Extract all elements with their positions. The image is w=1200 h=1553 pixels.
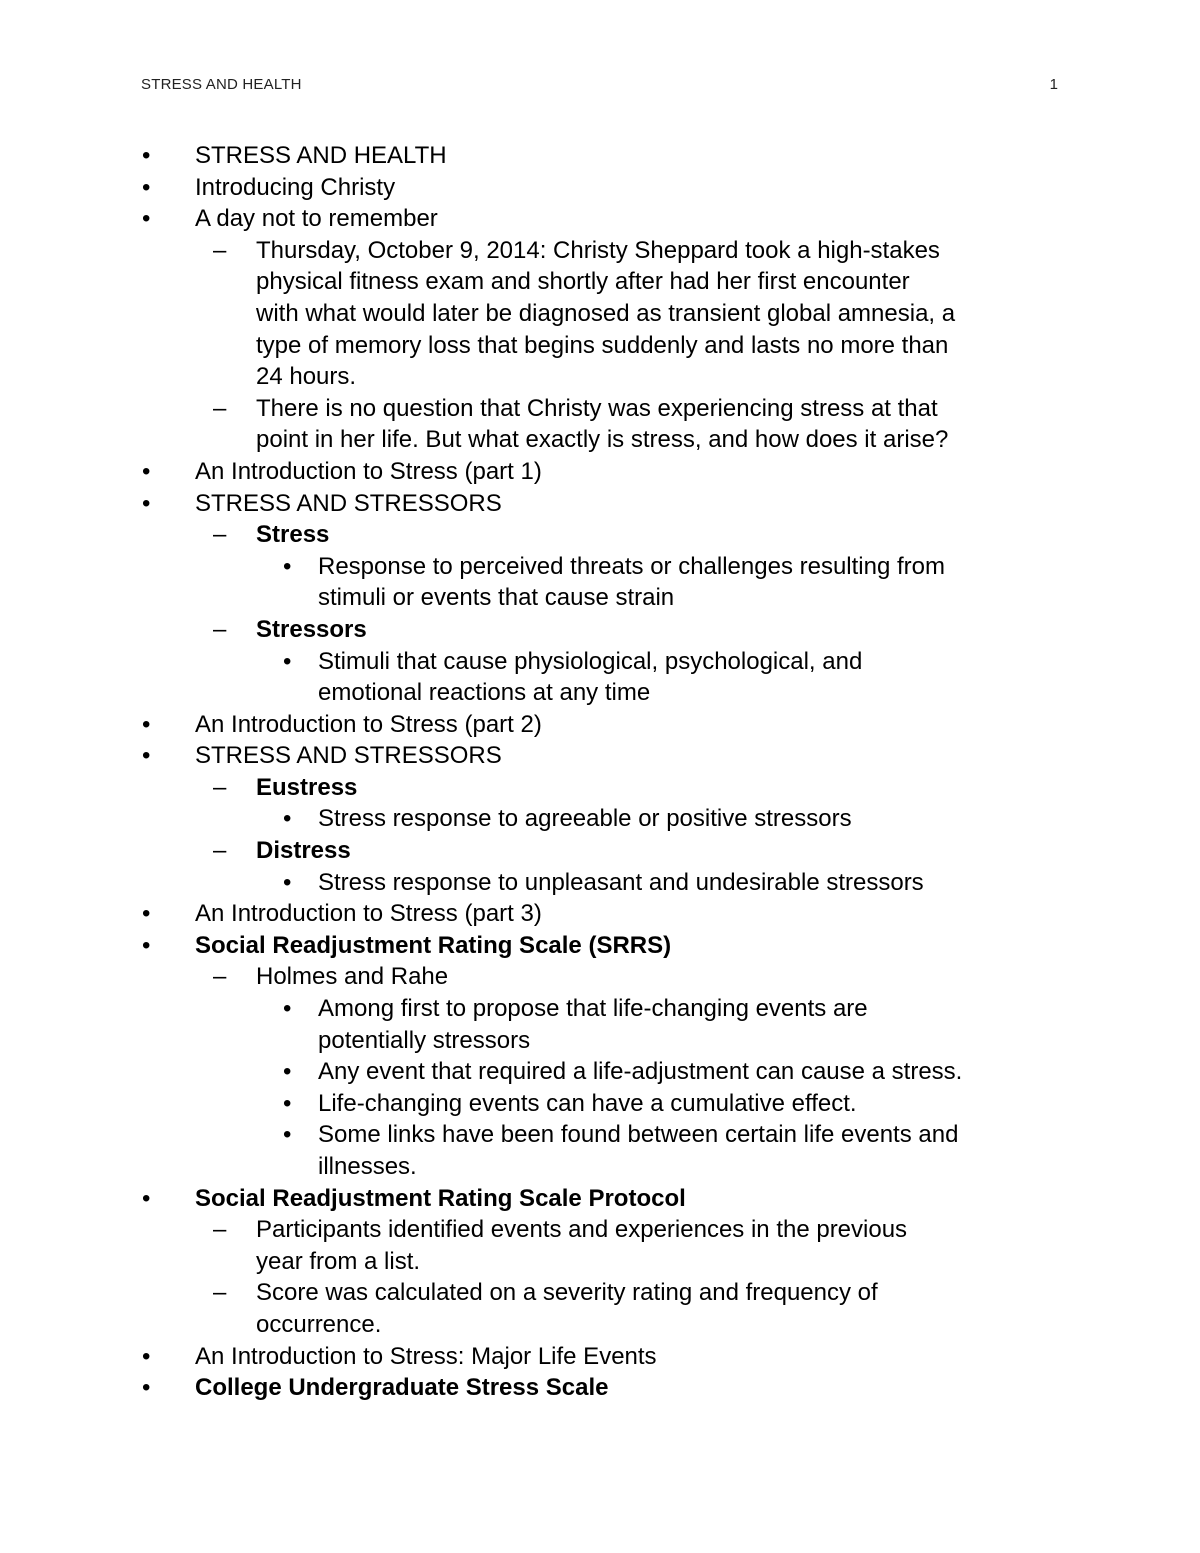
- item-text: Distress: [256, 837, 351, 865]
- running-head: [141, 76, 1060, 98]
- bullet-marker: •: [142, 1342, 151, 1370]
- item-text: Stressors: [256, 615, 367, 643]
- sub-bullet-item: [0, 582, 1200, 614]
- bullet-item: [0, 1372, 1200, 1404]
- sub-bullet-item: [0, 1119, 1200, 1151]
- item-text: An Introduction to Stress (part 1): [195, 457, 542, 485]
- item-text: College Undergraduate Stress Scale: [195, 1374, 609, 1402]
- sub-bullet-item: [0, 1025, 1200, 1057]
- item-text: Stress: [256, 521, 330, 549]
- bullet-marker: •: [142, 173, 151, 201]
- dash-marker: –: [213, 394, 227, 422]
- dash-item: [0, 361, 1200, 393]
- bullet-item: [0, 740, 1200, 772]
- item-text: Stimuli that cause physiological, psychological, and: [318, 647, 863, 675]
- bullet-marker: •: [142, 142, 151, 169]
- dash-marker: –: [213, 521, 227, 549]
- bullet-marker: •: [142, 489, 151, 517]
- bullet-marker: •: [283, 805, 292, 833]
- item-text: Thursday, October 9, 2014: Christy Sheppard took a high-stakes: [256, 236, 940, 264]
- bullet-marker: •: [283, 647, 292, 675]
- bullet-item: [0, 930, 1200, 962]
- item-text: Social Readjustment Rating Scale Protocol: [195, 1184, 686, 1212]
- dash-marker: –: [213, 1216, 227, 1244]
- item-text: 24 hours.: [256, 363, 357, 391]
- page-number: 1: [1049, 76, 1058, 93]
- item-text: An Introduction to Stress (part 3): [195, 900, 542, 928]
- item-text: Any event that required a life-adjustment can cause a stress.: [318, 1058, 963, 1086]
- item-text: Holmes and Rahe: [256, 963, 449, 991]
- item-text: Stress response to unpleasant and undesirable stressors: [318, 868, 924, 896]
- dash-item: [0, 424, 1200, 456]
- bullet-item: [0, 456, 1200, 488]
- sub-bullet-item: [0, 803, 1200, 835]
- dash-item: [0, 772, 1200, 804]
- dash-item: [0, 1214, 1200, 1246]
- dash-item: [0, 330, 1200, 362]
- bullet-item: [0, 709, 1200, 741]
- bullet-marker: •: [142, 742, 151, 770]
- item-text: occurrence.: [256, 1310, 382, 1338]
- item-text: year from a list.: [256, 1247, 421, 1275]
- bullet-item: [0, 172, 1200, 204]
- item-text: potentially stressors: [318, 1026, 531, 1054]
- bullet-marker: •: [142, 931, 151, 959]
- outline-list: [0, 140, 1200, 1404]
- item-text: point in her life. But what exactly is stress, and how does it arise?: [256, 426, 949, 454]
- item-text: STRESS AND HEALTH: [195, 142, 447, 169]
- bullet-marker: •: [283, 1058, 292, 1086]
- dash-item: [0, 393, 1200, 425]
- item-text: An Introduction to Stress: Major Life Events: [195, 1342, 657, 1370]
- bullet-marker: •: [142, 710, 151, 738]
- sub-bullet-item: [0, 1088, 1200, 1120]
- item-text: Participants identified events and experiences in the previous: [256, 1216, 908, 1244]
- dash-marker: –: [213, 773, 227, 801]
- sub-bullet-item: [0, 551, 1200, 583]
- bullet-marker: •: [142, 457, 151, 485]
- bullet-item: [0, 1183, 1200, 1215]
- item-text: stimuli or events that cause strain: [318, 584, 675, 612]
- item-text: Response to perceived threats or challenges resulting from: [318, 552, 945, 580]
- sub-bullet-item: [0, 867, 1200, 899]
- bullet-item: [0, 1341, 1200, 1373]
- dash-item: [0, 1309, 1200, 1341]
- item-text: STRESS AND STRESSORS: [195, 489, 502, 517]
- sub-bullet-item: [0, 993, 1200, 1025]
- sub-bullet-item: [0, 1056, 1200, 1088]
- dash-item: [0, 298, 1200, 330]
- bullet-marker: •: [142, 900, 151, 928]
- sub-bullet-item: [0, 1151, 1200, 1183]
- bullet-item: [0, 898, 1200, 930]
- bullet-item: [0, 140, 1200, 172]
- item-text: An Introduction to Stress (part 2): [195, 710, 542, 738]
- bullet-marker: •: [142, 1184, 151, 1212]
- dash-marker: –: [213, 236, 227, 264]
- dash-item: [0, 614, 1200, 646]
- bullet-marker: •: [142, 1374, 151, 1402]
- dash-item: [0, 266, 1200, 298]
- item-text: A day not to remember: [195, 205, 438, 233]
- dash-item: [0, 519, 1200, 551]
- dash-item: [0, 235, 1200, 267]
- dash-marker: –: [213, 1279, 227, 1307]
- item-text: STRESS AND STRESSORS: [195, 742, 502, 770]
- item-text: illnesses.: [318, 1153, 417, 1180]
- bullet-marker: •: [283, 995, 292, 1023]
- item-text: physical fitness exam and shortly after had her first encounter: [256, 268, 910, 296]
- dash-marker: –: [213, 615, 227, 643]
- bullet-marker: •: [283, 1089, 292, 1117]
- item-text: with what would later be diagnosed as transient global amnesia, a: [256, 299, 956, 327]
- item-text: type of memory loss that begins suddenly and lasts no more than: [256, 331, 949, 359]
- dash-item: [0, 835, 1200, 867]
- dash-item: [0, 1246, 1200, 1278]
- item-text: Social Readjustment Rating Scale (SRRS): [195, 931, 672, 959]
- item-text: Introducing Christy: [195, 173, 396, 201]
- item-text: Eustress: [256, 773, 358, 801]
- dash-item: [0, 1277, 1200, 1309]
- item-text: Stress response to agreeable or positive stressors: [318, 805, 852, 833]
- dash-marker: –: [213, 837, 227, 865]
- item-text: Some links have been found between certain life events and: [318, 1121, 959, 1149]
- bullet-marker: •: [142, 205, 151, 233]
- sub-bullet-item: [0, 646, 1200, 678]
- dash-item: [0, 961, 1200, 993]
- running-head-title: STRESS AND HEALTH: [141, 76, 302, 93]
- item-text: Score was calculated on a severity rating and frequency of: [256, 1279, 878, 1307]
- item-text: Among first to propose that life-changing events are: [318, 995, 868, 1023]
- bullet-marker: •: [283, 1121, 292, 1149]
- bullet-marker: •: [283, 868, 292, 896]
- bullet-item: [0, 203, 1200, 235]
- dash-marker: –: [213, 963, 227, 991]
- sub-bullet-item: [0, 677, 1200, 709]
- item-text: emotional reactions at any time: [318, 679, 651, 707]
- item-text: There is no question that Christy was experiencing stress at that: [256, 394, 938, 422]
- bullet-marker: •: [283, 552, 292, 580]
- bullet-item: [0, 488, 1200, 520]
- item-text: Life-changing events can have a cumulative effect.: [318, 1089, 857, 1117]
